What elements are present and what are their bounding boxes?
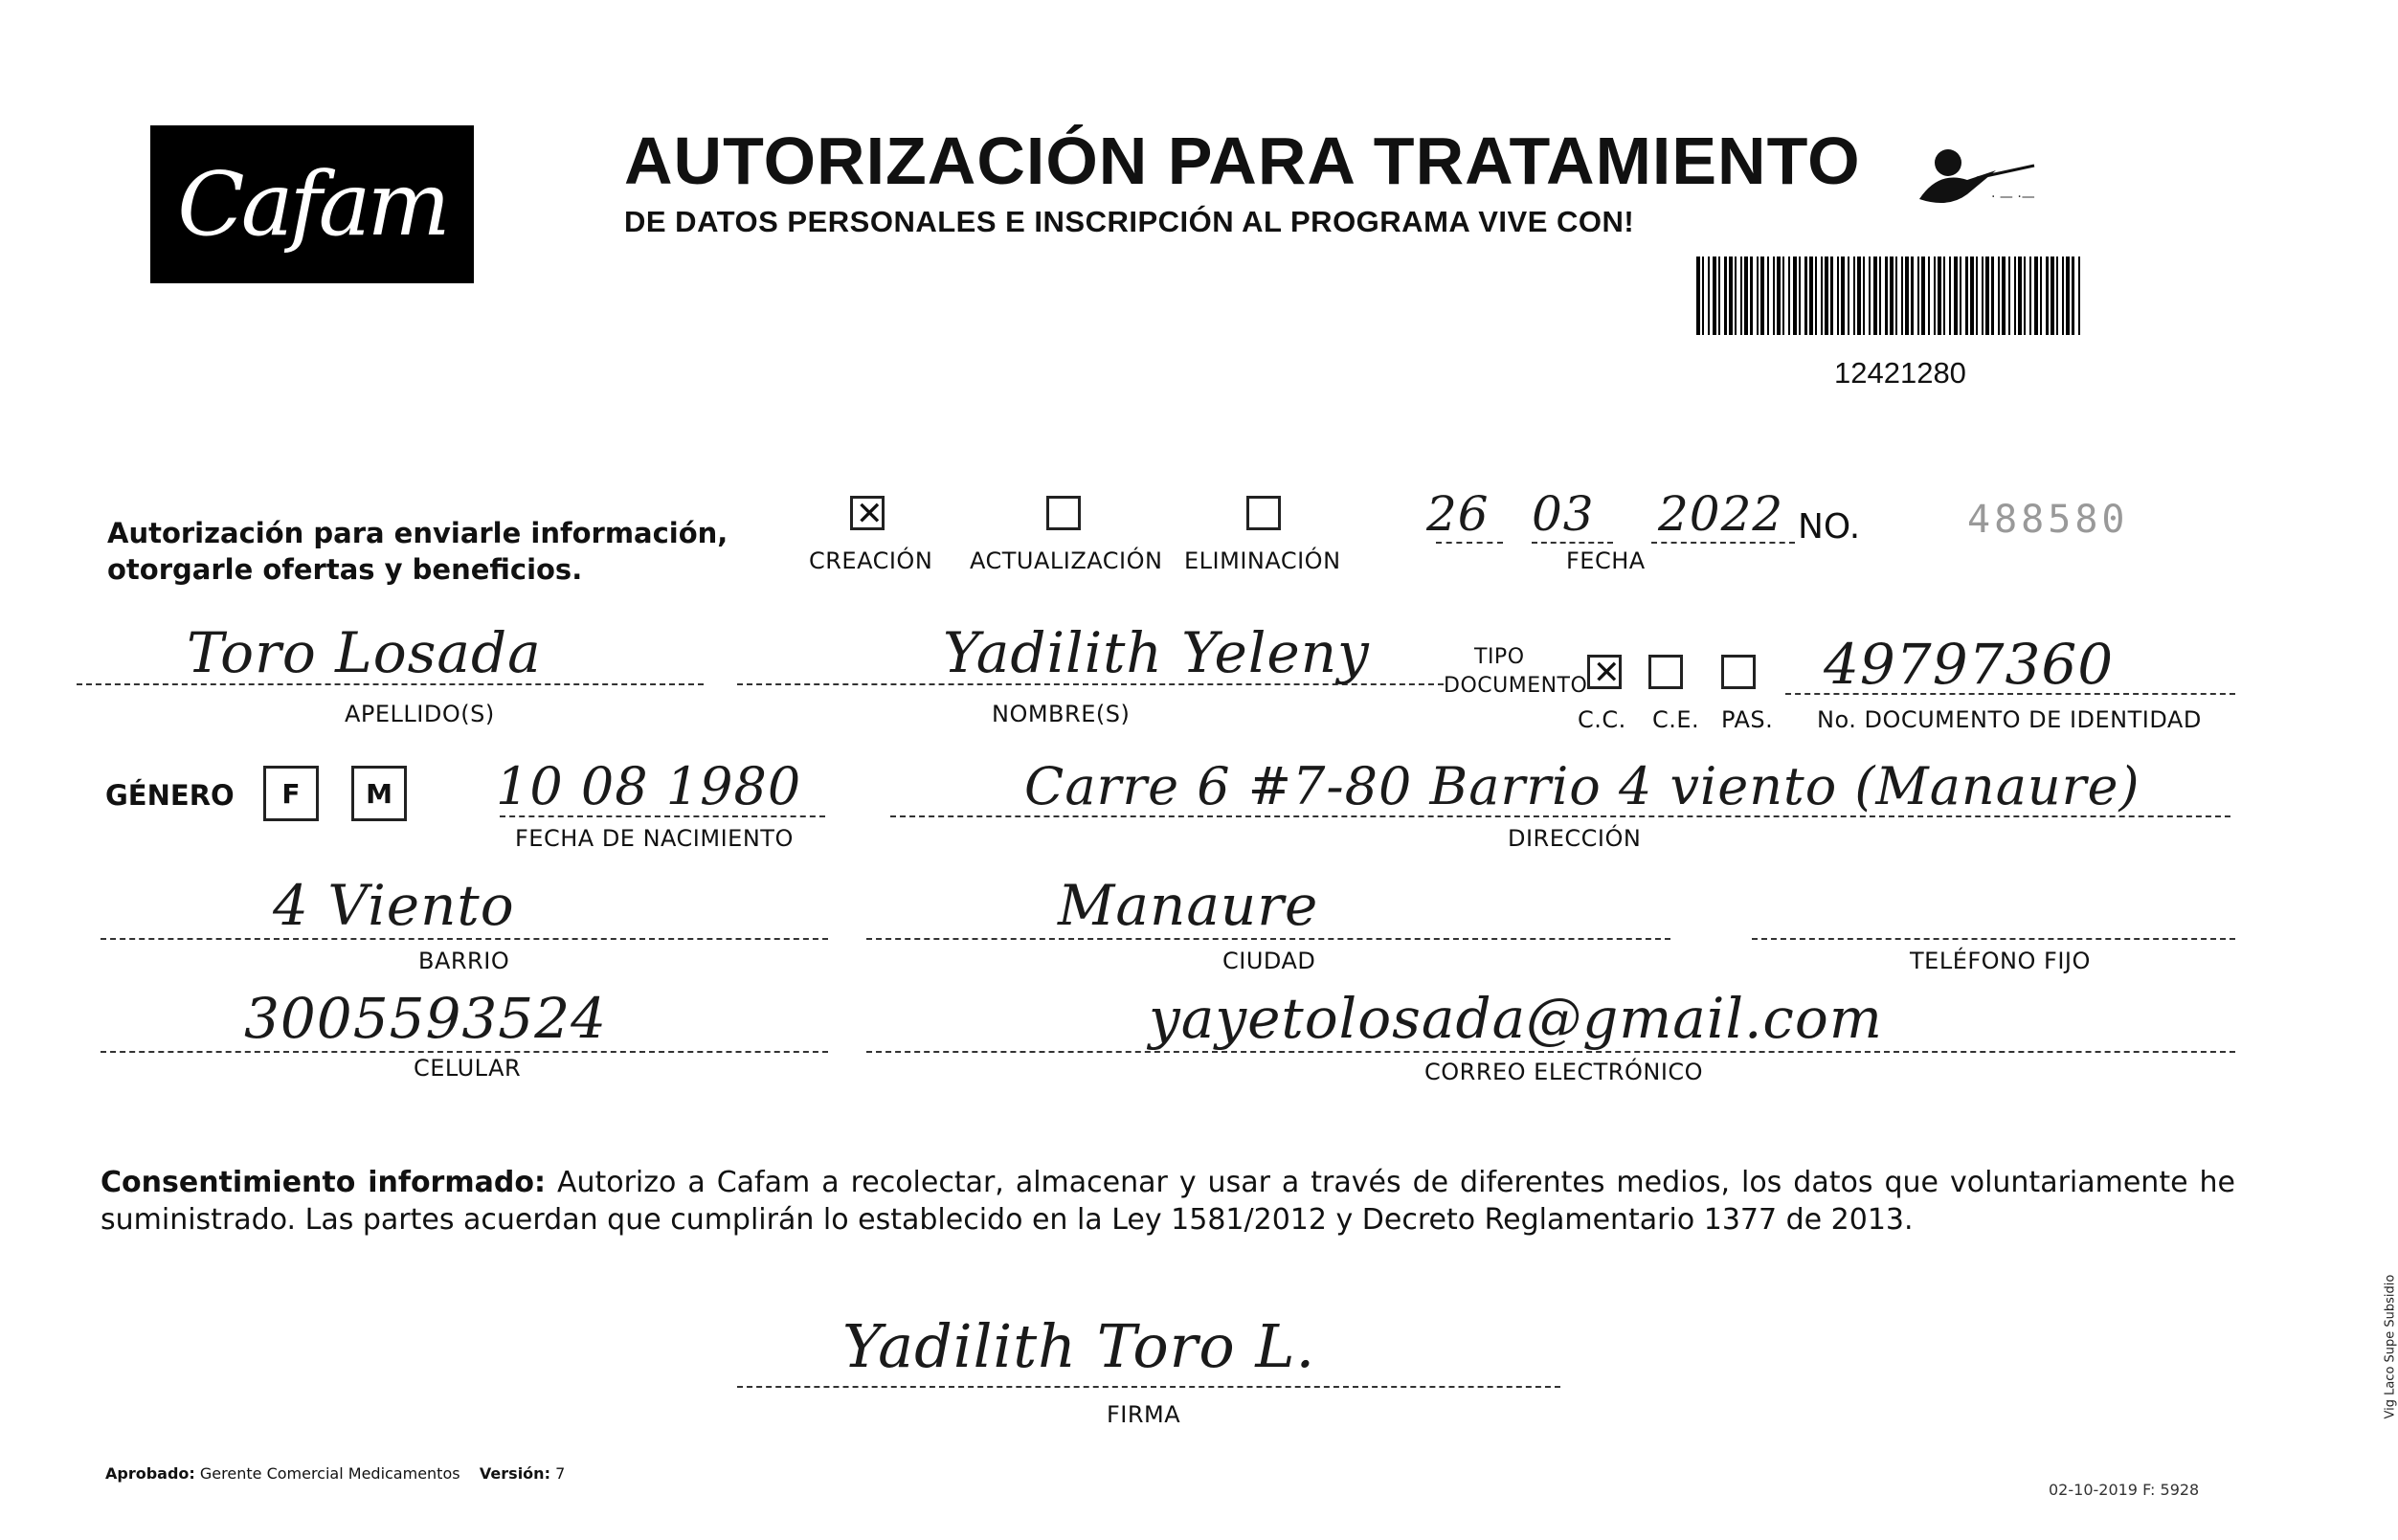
fecha-month[interactable]: 03 [1532, 486, 1595, 542]
barcode-bar [1943, 257, 1945, 335]
genero-f-checkbox[interactable] [263, 766, 319, 821]
footer-approval [105, 1464, 565, 1483]
firma-label: FIRMA [1107, 1401, 1181, 1428]
barcode-bar [1799, 257, 1801, 335]
barcode-bar [1853, 257, 1855, 335]
actualizacion-label: ACTUALIZACIÓN [970, 547, 1163, 574]
barcode-bar [2046, 257, 2049, 335]
barcode-bar [1830, 257, 1833, 335]
fecha-year[interactable]: 2022 [1658, 486, 1784, 542]
fecha-month-line [1532, 542, 1613, 544]
apellidos-value[interactable]: Toro Losada [187, 620, 542, 685]
telefono-label: TELÉFONO FIJO [1910, 948, 2091, 974]
correo-label: CORREO ELECTRÓNICO [1424, 1059, 1704, 1085]
version-label: Versión: [479, 1464, 550, 1483]
barcode-bar [1848, 257, 1849, 335]
authorization-text-line2: otorgarle ofertas y beneficios. [107, 553, 583, 586]
barcode-icon [1696, 257, 2081, 335]
barcode-bar [1938, 257, 1941, 335]
barcode-bar [1702, 257, 1704, 335]
barcode-bar [1911, 257, 1914, 335]
barcode-bar [1970, 257, 1974, 335]
barrio-label: BARRIO [418, 948, 510, 974]
genero-f-mark: F [281, 778, 301, 810]
barcode-bar [1991, 257, 1994, 335]
barcode-bar [1757, 257, 1759, 335]
barcode-bar [1869, 257, 1871, 335]
eliminacion-checkbox[interactable] [1246, 496, 1281, 530]
barcode-bar [1729, 257, 1733, 335]
barcode-bar [1696, 257, 1700, 335]
barcode-bar [1928, 257, 1930, 335]
ciudad-line [866, 938, 1670, 940]
consent-paragraph [101, 1164, 2235, 1239]
direccion-label: DIRECCIÓN [1508, 825, 1642, 852]
vive-con-emblem-icon [1910, 142, 2063, 218]
barcode-bar [1954, 257, 1958, 335]
barcode-bar [1804, 257, 1807, 335]
firma-line [737, 1386, 1560, 1388]
barcode-bar [1815, 257, 1817, 335]
barcode-bar [2062, 257, 2064, 335]
form-subtitle: DE DATOS PERSONALES E INSCRIPCIÓN AL PROGRAMA VIVE CON! [624, 205, 1635, 238]
fecha-day[interactable]: 26 [1426, 486, 1490, 542]
form-title: AUTORIZACIÓN PARA TRATAMIENTO [624, 123, 1861, 198]
barcode-bar [2034, 257, 2038, 335]
ciudad-value[interactable]: Manaure [1058, 873, 1319, 938]
genero-label: GÉNERO [105, 779, 235, 812]
barcode-bar [1724, 257, 1727, 335]
barcode-bar [1895, 257, 1897, 335]
cc-checkbox[interactable] [1587, 655, 1622, 689]
ce-label: C.E. [1652, 706, 1700, 733]
barcode-bar [1825, 257, 1828, 335]
barcode-bar [1982, 257, 1983, 335]
barcode-bar [1960, 257, 1961, 335]
ce-checkbox[interactable] [1648, 655, 1683, 689]
barcode-bar [1744, 257, 1748, 335]
barcode-bar [2029, 257, 2031, 335]
barcode-bar [2078, 257, 2080, 335]
barcode-bar [1890, 257, 1894, 335]
firma-value[interactable]: Yadilith Toro L. [842, 1311, 1316, 1381]
barcode-bar [1740, 257, 1742, 335]
barcode-bar [2051, 257, 2054, 335]
consent-heading: Consentimiento informado: [101, 1166, 546, 1199]
logo-text: Cafam [177, 153, 447, 256]
no-value: 488580 [1967, 498, 2129, 542]
barcode-bar [1821, 257, 1823, 335]
barcode-bar [1917, 257, 1919, 335]
barcode-bar [2014, 257, 2016, 335]
barcode-bar [1708, 257, 1710, 335]
barcode-bar [1873, 257, 1877, 335]
fecha-year-line [1651, 542, 1795, 544]
consent-body: Autorizo a Cafam a recolectar, almacenar y usar a través de diferentes medios, los datos que voluntariamente he suministrado. Las partes acuerdan que cumplirán lo establecido en la Ley 1581/2012 y Decreto Reglamentario 1377 de 2013. [101, 1166, 2235, 1237]
aprobado-label: Aprobado: [105, 1464, 195, 1483]
barcode-bar [1793, 257, 1797, 335]
tipo-label: TIPO [1474, 645, 1525, 669]
documento-label: No. DOCUMENTO DE IDENTIDAD [1817, 706, 2202, 733]
fecha-label: FECHA [1566, 547, 1646, 574]
authorization-text-line1: Autorización para enviarle información, [107, 517, 728, 549]
fecha-nacimiento-line [500, 815, 825, 817]
barcode-bar [1976, 257, 1978, 335]
barcode-bar [2072, 257, 2074, 335]
barcode-bar [1885, 257, 1888, 335]
barcode-bar [1921, 257, 1925, 335]
barcode-bar [1949, 257, 1951, 335]
barcode-bar [1998, 257, 2000, 335]
fecha-day-line [1436, 542, 1503, 544]
barcode-bar [2056, 257, 2058, 335]
documento-type-label: DOCUMENTO [1444, 674, 1588, 698]
barcode-bar [1788, 257, 1790, 335]
nombres-value[interactable]: Yadilith Yeleny [943, 620, 1370, 685]
barrio-line [101, 938, 828, 940]
creacion-label: CREACIÓN [809, 547, 933, 574]
celular-value[interactable]: 3005593524 [244, 986, 608, 1051]
barcode-bar [2018, 257, 2022, 335]
aprobado-value: Gerente Comercial Medicamentos [199, 1464, 460, 1483]
barcode-bar [2002, 257, 2006, 335]
barcode-bar [1767, 257, 1769, 335]
no-label: NO. [1798, 507, 1861, 547]
barcode-bar [1760, 257, 1764, 335]
barcode-bar [1934, 257, 1936, 335]
barcode-bar [2040, 257, 2042, 335]
svg-text:· — ·—: · — ·— [1991, 190, 2035, 205]
nombres-label: NOMBRE(S) [992, 701, 1131, 727]
celular-line [101, 1051, 828, 1053]
barcode-bar [1837, 257, 1839, 335]
barcode-bar [1773, 257, 1775, 335]
ciudad-label: CIUDAD [1222, 948, 1316, 974]
barcode-bar [1857, 257, 1861, 335]
barcode-number: 12421280 [1834, 356, 1966, 390]
cc-label: C.C. [1578, 706, 1626, 733]
barcode-bar [1713, 257, 1716, 335]
barcode-bar [1777, 257, 1781, 335]
cafam-logo [150, 125, 474, 283]
correo-value[interactable]: yayetolosada@gmail.com [1149, 986, 1883, 1051]
telefono-line [1752, 938, 2235, 940]
apellidos-label: APELLIDO(S) [345, 701, 495, 727]
barcode-bar [1735, 257, 1737, 335]
pas-label: PAS. [1721, 706, 1774, 733]
barcode-bar [1809, 257, 1813, 335]
barcode-bar [1879, 257, 1881, 335]
barcode-bar [1750, 257, 1753, 335]
side-vertical-text: Vig Laco Supe Subsidio [2383, 1274, 2398, 1419]
barcode-bar [1841, 257, 1845, 335]
version-value: 7 [555, 1464, 566, 1483]
genero-m-label: M [366, 778, 392, 810]
footer-code: 02-10-2019 F: 5928 [2049, 1481, 2200, 1499]
barcode-bar [1863, 257, 1865, 335]
correo-line [866, 1051, 2235, 1053]
barcode-bar [2008, 257, 2010, 335]
creacion-checkbox[interactable] [850, 496, 885, 530]
pas-checkbox[interactable] [1721, 655, 1756, 689]
celular-label: CELULAR [414, 1055, 522, 1082]
barcode-bar [1718, 257, 1720, 335]
barcode-bar [1905, 257, 1909, 335]
fecha-nacimiento-value[interactable]: 10 08 1980 [496, 756, 802, 816]
genero-m-checkbox[interactable] [351, 766, 407, 821]
barcode-bar [2066, 257, 2070, 335]
barcode-bar [1965, 257, 1968, 335]
barcode-bar [1985, 257, 1989, 335]
eliminacion-label: ELIMINACIÓN [1184, 547, 1341, 574]
barcode-bar [2024, 257, 2026, 335]
actualizacion-checkbox[interactable] [1046, 496, 1081, 530]
direccion-value[interactable]: Carre 6 #7-80 Barrio 4 viento (Manaure) [1024, 756, 2140, 816]
barcode-bar [1782, 257, 1784, 335]
barcode-bar [1901, 257, 1903, 335]
documento-value[interactable]: 49797360 [1824, 632, 2115, 697]
fecha-nacimiento-label: FECHA DE NACIMIENTO [515, 825, 794, 852]
barrio-value[interactable]: 4 Viento [273, 873, 515, 938]
